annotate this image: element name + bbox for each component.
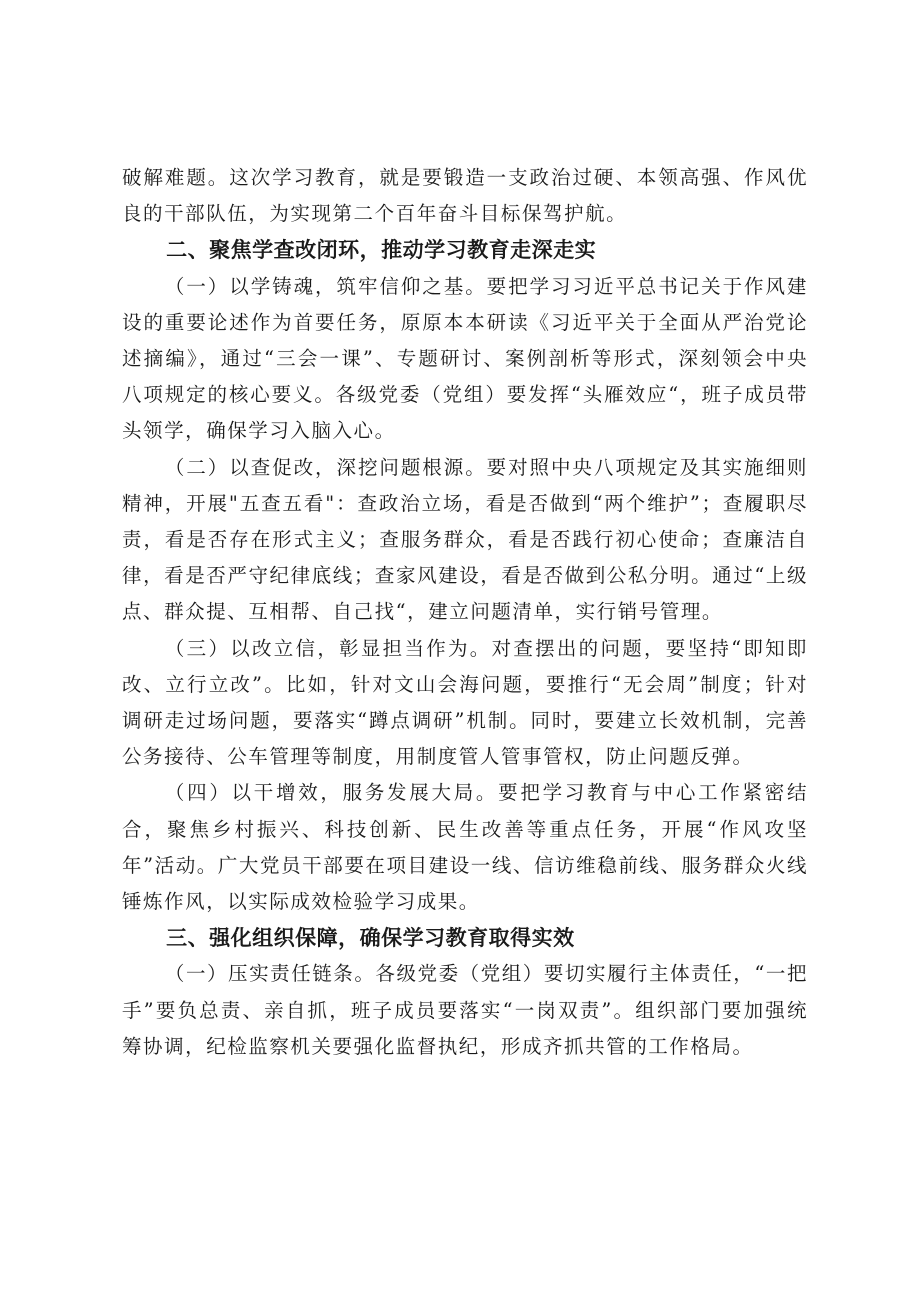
paragraph-intro-continuation: 破解难题。这次学习教育，就是要锻造一支政治过硬、本领高强、作风优良的干部队伍，为实现第二个百年奋斗目标保驾护航。	[122, 166, 808, 226]
paragraph-2-4: （四）以干增效，服务发展大局。要把学习教育与中心工作紧密结合，聚焦乡村振兴、科技创新、民生改善等重点任务，开展“作风攻坚年”活动。广大党员干部要在项目建设一线、信访维稳前线、服务群众火线锤炼作风，以实际成效检验学习成果。	[122, 781, 808, 914]
section-heading-three: 三、强化组织保障，确保学习教育取得实效	[166, 926, 575, 951]
document-body	[122, 160, 808, 1065]
paragraph-2-2: （二）以查促改，深挖问题根源。要对照中央八项规定及其实施细则精神，开展"五查五看"：查政治立场，看是否做到“两个维护”；查履职尽责，看是否存在形式主义；查服务群众，看是否践行初心使命；查廉洁自律，看是否严守纪律底线；查家风建设，看是否做到公私分明。通过“上级点、群众提、互相帮、自己找“，建立问题清单，实行销号管理。	[122, 455, 808, 624]
paragraph-3-1: （一）压实责任链条。各级党委（党组）要切实履行主体责任，“一把手”要负总责、亲自抓，班子成员要落实“一岗双责”。组织部门要加强统筹协调，纪检监察机关要强化监督执纪，形成齐抓共管的工作格局。	[122, 962, 808, 1058]
paragraph-2-3: （三）以改立信，彰显担当作为。对查摆出的问题，要坚持“即知即改、立行立改”。比如，针对文山会海问题，要推行“无会周”制度；针对调研走过场问题，要落实“蹲点调研”机制。同时，要建立长效机制，完善公务接待、公车管理等制度，用制度管人管事管权，防止问题反弹。	[122, 636, 808, 769]
paragraph-2-1: （一）以学铸魂，筑牢信仰之基。要把学习习近平总书记关于作风建设的重要论述作为首要任务，原原本本研读《习近平关于全面从严治党论述摘编》，通过“三会一课”、专题研讨、案例剖析等形式，深刻领会中央八项规定的核心要义。各级党委（党组）要发挥“头雁效应“，班子成员带头领学，确保学习入脑入心。	[122, 274, 808, 443]
section-heading-two: 二、聚焦学查改闭环，推动学习教育走深走实	[166, 238, 597, 263]
